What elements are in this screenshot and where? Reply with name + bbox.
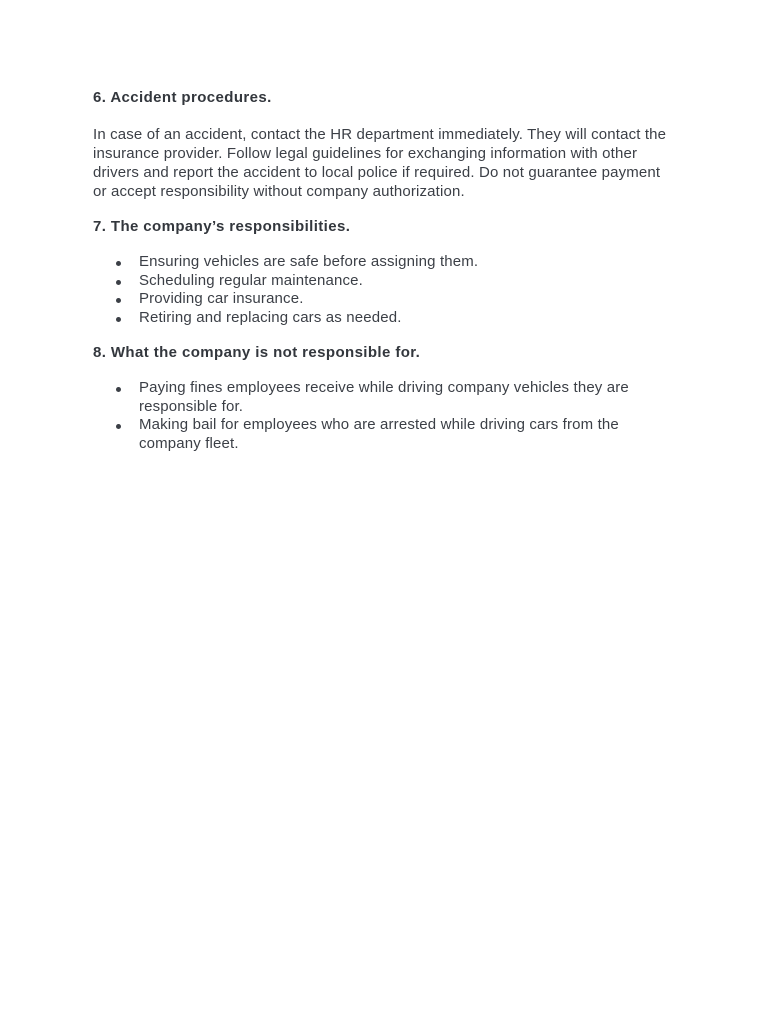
list-item — [93, 290, 673, 309]
bullet-icon — [116, 280, 121, 285]
document-page — [93, 86, 673, 453]
list-item — [93, 309, 673, 328]
section-heading-not-responsible-for: 8. What the company is not responsible for. — [93, 344, 421, 361]
company-responsibilities-list — [93, 253, 673, 327]
list-item-text: Paying fines employees receive while driving company vehicles they are responsible for. — [139, 379, 629, 415]
not-responsible-list — [93, 379, 673, 453]
list-item-text: Retiring and replacing cars as needed. — [139, 308, 402, 326]
list-item-text: Ensuring vehicles are safe before assigning them. — [139, 253, 479, 270]
bullet-icon — [116, 298, 121, 303]
section-heading-company-responsibilities: 7. The company’s responsibilities. — [93, 218, 351, 235]
list-item-text: Making bail for employees who are arrested while driving cars from the company fleet. — [139, 416, 619, 452]
list-item-text: Providing car insurance. — [139, 290, 304, 307]
accident-procedures-paragraph: In case of an accident, contact the HR department immediately. They will contact the insurance provider. Follow legal guidelines for exchanging information with other drivers and report the accident to local police if required. Do not guarantee payment or accept responsibility without company authorization. — [93, 126, 667, 200]
bullet-icon — [116, 261, 121, 266]
list-item-text: Scheduling regular maintenance. — [139, 271, 363, 289]
list-item — [93, 253, 673, 272]
bullet-icon — [116, 424, 121, 429]
list-item — [93, 379, 673, 416]
bullet-icon — [116, 387, 121, 392]
list-item — [93, 416, 673, 453]
section-heading-accident-procedures: 6. Accident procedures. — [93, 89, 272, 106]
list-item — [93, 272, 673, 291]
bullet-icon — [116, 317, 121, 322]
